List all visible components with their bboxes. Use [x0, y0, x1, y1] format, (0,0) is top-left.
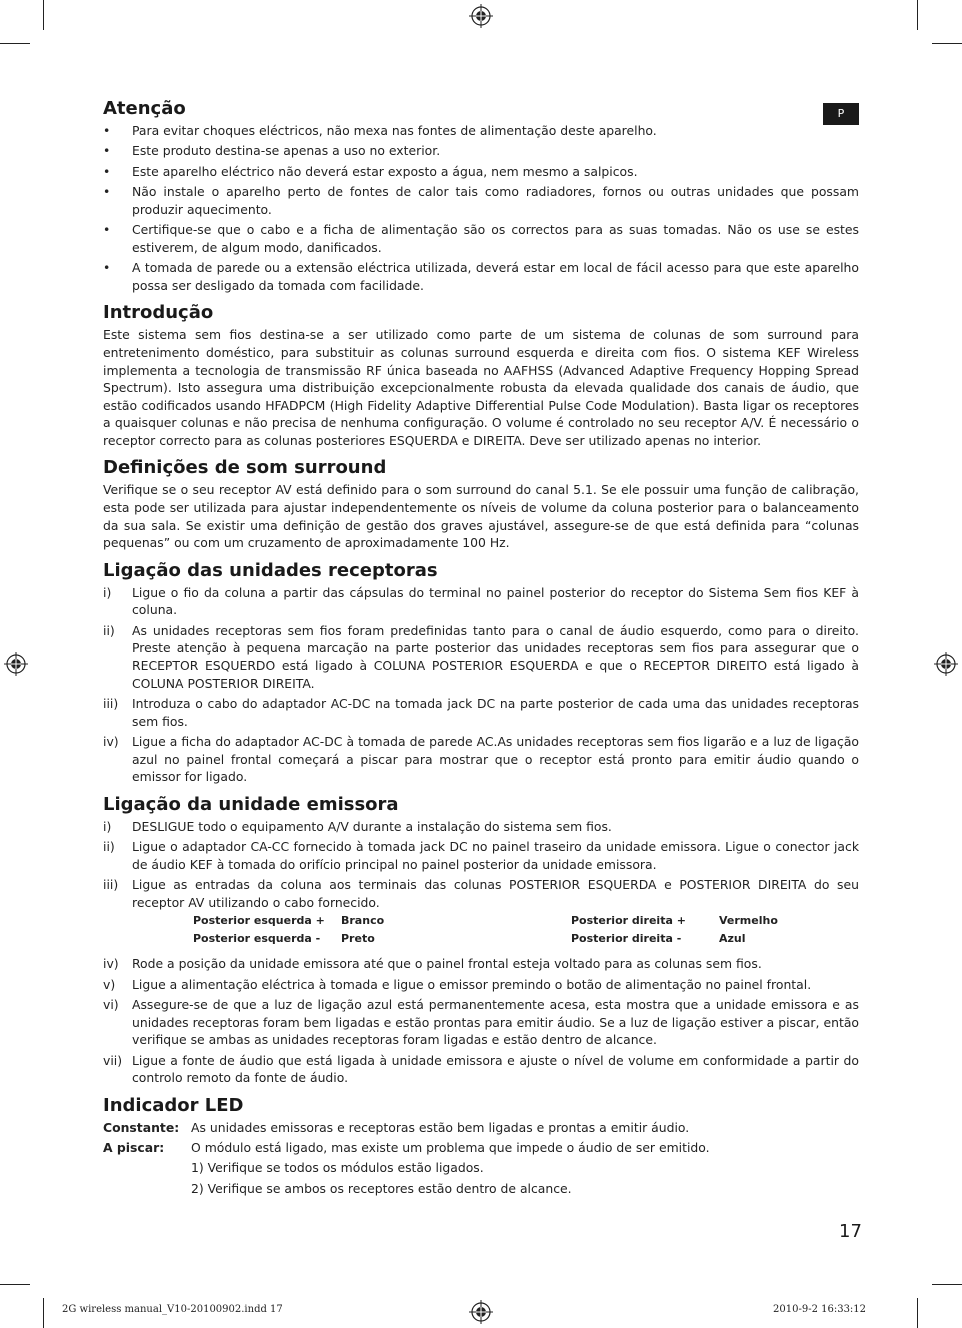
table-cell: Preto: [341, 932, 375, 946]
led-row: [103, 1180, 859, 1198]
list-item-text: As unidades receptoras sem fios foram predefinidas tanto para o canal de áudio esquerdo, como para o direito. Preste atenção à pequena marcação na parte posterior das unidades receptoras sem fios para assegurar que o RECEPTOR ESQUERDO está ligado à COLUNA POSTERIOR ESQUERDA e que o RECEPTOR DIREITO está ligado à COLUNA POSTERIOR DIREITA.: [132, 622, 859, 691]
list-item-text: Rode a posição da unidade emissora até que o painel frontal esteja voltado para as colunas sem fios.: [132, 956, 762, 972]
steps-list: [103, 584, 859, 786]
list-item: [103, 584, 859, 619]
list-item: [103, 996, 859, 1049]
step-number: iii): [103, 877, 119, 893]
crop-mark: [43, 1298, 44, 1328]
section-heading: Atenção: [103, 98, 186, 119]
crop-mark: [932, 43, 962, 44]
led-list: [103, 1119, 859, 1198]
list-item: [103, 695, 859, 730]
table-cell: Posterior direita -: [571, 932, 682, 946]
table-cell: Posterior esquerda +: [193, 914, 325, 928]
list-item-text: Ligue as entradas da coluna aos terminais das colunas POSTERIOR ESQUERDA e POSTERIOR DIREITA do seu receptor AV utilizando o cabo fornecido.: [132, 877, 859, 910]
table-row: [193, 932, 778, 950]
bullet-icon: •: [103, 260, 111, 276]
list-item: [103, 1052, 859, 1087]
document-body: [103, 96, 859, 1201]
table-cell: Vermelho: [719, 914, 778, 928]
led-row: [103, 1159, 859, 1177]
step-number: vii): [103, 1052, 123, 1068]
section-heading: Indicador LED: [103, 1094, 244, 1116]
footer-filename: 2G wireless manual_V10-20100902.indd 17: [62, 1304, 283, 1315]
step-number: vi): [103, 996, 119, 1012]
section-receptoras: [103, 558, 859, 786]
language-tab: P: [823, 103, 859, 125]
bullet-icon: •: [103, 222, 111, 238]
paragraph: Este sistema sem fios destina-se a ser utilizado como parte de um sistema de colunas de som surround para entretenimento doméstico, para substituir as colunas surround esquerda e direita com fios. O sistema KEF Wireless implementa a tecnologia de transmissão RF única baseada no AAFHSS (Advanced Adaptive Frequency Hopping Spread Spectrum). Isto assegura uma distribuição excepcionalmente robusta da elevada qualidade dos canais de áudio, que estão codificados usando HFADPCM (High Fidelity Adaptive Differential Pulse Code Modulation). Basta ligar os receptores a quaisquer colunas e não precisa de nenhuma configuração. O volume é controlado no seu receptor A/V. É necessário o receptor correcto para as colunas posteriores ESQUERDA e DIREITA. Deve ser utilizado apenas no interior.: [103, 327, 859, 448]
step-number: iv): [103, 956, 119, 972]
steps-list: [103, 818, 859, 912]
step-number: i): [103, 584, 112, 600]
led-text: 1) Verifique se todos os módulos estão ligados.: [191, 1160, 484, 1176]
bullet-icon: •: [103, 163, 111, 179]
list-item-text: DESLIGUE todo o equipamento A/V durante a instalação do sistema sem fios.: [132, 818, 612, 834]
list-item: [103, 818, 859, 836]
footer-timestamp: 2010-9-2 16:33:12: [773, 1304, 867, 1315]
table-row: [193, 914, 778, 932]
led-label: A piscar:: [103, 1140, 165, 1156]
step-number: i): [103, 818, 112, 834]
led-row: [103, 1119, 859, 1137]
list-item-text: Assegure-se de que a luz de ligação azul está permanentemente acesa, esta mostra que a unidade emissora e as unidades receptoras foram bem ligadas e estão prontas para emitir áudio. Se a luz de ligação estiver a piscar, então verifique se ambas as unidades receptoras foram ligadas e estão dentro de alcance.: [132, 996, 859, 1048]
registration-mark-icon: [469, 4, 493, 28]
list-item: [103, 122, 859, 140]
table-cell: Branco: [341, 914, 385, 928]
section-heading: Definições de som surround: [103, 457, 387, 479]
crop-mark: [43, 0, 44, 30]
paragraph: Verifique se o seu receptor AV está definido para o som surround do canal 5.1. Se ele possuir uma função de calibração, esta pode ser utilizada para ajustar independentemente os níveis de volume da coluna posterior para o balanceamento da sua sala. Se existir uma definição de gestão dos graves ajustável, assegure-se de que está definida para “colunas pequenas” ou com um cruzamento de aproximadamente 100 Hz.: [103, 482, 859, 551]
section-introducao: [103, 300, 859, 449]
steps-list: [103, 955, 859, 1087]
step-number: ii): [103, 622, 115, 638]
list-item: [103, 183, 859, 218]
table-cell: Posterior direita +: [571, 914, 686, 928]
crop-mark: [917, 0, 918, 30]
list-item-text: Ligue a fonte de áudio que está ligada à unidade emissora e ajuste o nível de volume em conformidade a partir do controlo remoto da fonte de áudio.: [132, 1052, 859, 1086]
registration-mark-icon: [4, 652, 28, 676]
registration-mark-icon: [469, 1300, 493, 1324]
step-number: iii): [103, 696, 119, 712]
crop-mark: [917, 1298, 918, 1328]
list-item-text: Para evitar choques eléctricos, não mexa nas fontes de alimentação deste aparelho.: [132, 123, 657, 138]
list-item: [103, 876, 859, 911]
list-item: [103, 163, 859, 181]
list-item: [103, 976, 859, 994]
list-item-text: Certifique-se que o cabo e a ficha de alimentação são os correctos para as suas tomadas. Não os use se estes estiverem, de algum modo, danificados.: [132, 222, 859, 255]
section-heading: Ligação das unidades receptoras: [103, 559, 438, 581]
led-text: O módulo está ligado, mas existe um problema que impede o áudio de ser emitido.: [191, 1140, 710, 1156]
list-item-text: A tomada de parede ou a extensão eléctrica utilizada, deverá estar em local de fácil acesso para que este aparelho possa ser desligado da tomada com facilidade.: [132, 260, 859, 293]
step-number: ii): [103, 839, 115, 855]
step-number: iv): [103, 734, 119, 749]
list-item-text: Ligue a ficha do adaptador AC-DC à tomada de parede AC.As unidades receptoras sem fios ligarão e a luz de ligação azul no painel frontal começará a piscar para mostrar que o receptor está pronto para emitir áudio quando o emissor for ligado.: [132, 734, 859, 785]
section-definicoes: [103, 455, 859, 551]
led-label: Constante:: [103, 1119, 180, 1135]
bullet-icon: •: [103, 123, 111, 138]
list-item-text: Ligue o fio da coluna a partir das cápsulas do terminal no painel posterior do receptor do Sistema Sem fios KEF à coluna.: [132, 584, 859, 618]
table-cell: Azul: [719, 932, 746, 946]
list-item-text: Não instale o aparelho perto de fontes de calor tais como radiadores, fornos ou outras unidades que possam produzir aquecimento.: [132, 184, 859, 217]
list-item-text: Este aparelho eléctrico não deverá estar exposto a água, nem mesmo a salpicos.: [132, 163, 638, 179]
list-item: [103, 622, 859, 692]
led-text: As unidades emissoras e receptoras estão bem ligadas e prontas a emitir áudio.: [191, 1119, 690, 1135]
list-item: [103, 733, 859, 786]
table-cell: Posterior esquerda -: [193, 932, 321, 946]
list-item: [103, 955, 859, 973]
list-item: [103, 142, 859, 160]
list-item-text: Este produto destina-se apenas a uso no exterior.: [132, 143, 441, 159]
list-item-text: Ligue o adaptador CA-CC fornecido à tomada jack DC no painel traseiro da unidade emissora. Ligue o conector jack de áudio KEF à tomada do orifício principal no painel posterior da unidade emissora.: [132, 839, 859, 872]
warning-list: [103, 122, 859, 294]
registration-mark-icon: [934, 652, 958, 676]
bullet-icon: •: [103, 184, 111, 200]
connection-table: [193, 914, 778, 950]
crop-mark: [0, 43, 30, 44]
crop-mark: [932, 1284, 962, 1285]
section-led: [103, 1093, 859, 1198]
list-item-text: Ligue a alimentação eléctrica à tomada e ligue o emissor premindo o botão de alimentação no painel frontal.: [132, 976, 812, 992]
section-atencao: [103, 96, 859, 294]
crop-mark: [0, 1284, 30, 1285]
list-item: [103, 221, 859, 256]
page-number: 17: [839, 1221, 862, 1242]
led-row: [103, 1139, 859, 1157]
list-item: [103, 838, 859, 873]
list-item: [103, 259, 859, 294]
section-heading: Ligação da unidade emissora: [103, 793, 399, 815]
list-item-text: Introduza o cabo do adaptador AC-DC na tomada jack DC na parte posterior de cada uma das unidades receptoras sem fios.: [132, 696, 859, 729]
section-heading: Introdução: [103, 302, 214, 324]
section-emissora: [103, 792, 859, 1087]
bullet-icon: •: [103, 143, 111, 159]
led-text: 2) Verifique se ambos os receptores estão dentro de alcance.: [191, 1180, 572, 1196]
step-number: v): [103, 976, 116, 992]
